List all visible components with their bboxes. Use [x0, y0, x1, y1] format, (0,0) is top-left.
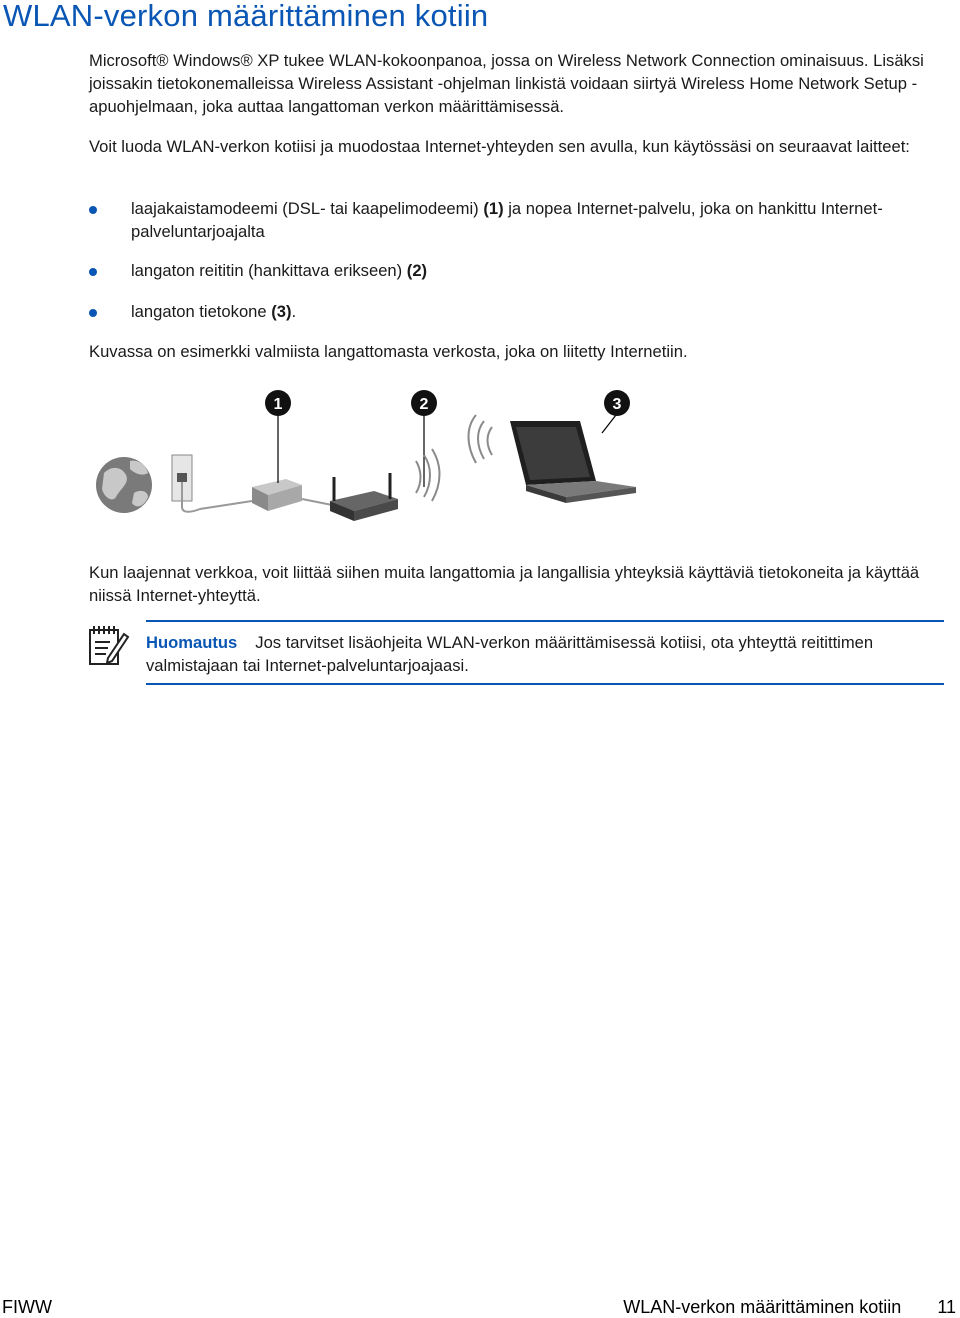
list-item [89, 197, 949, 259]
laptop-icon [510, 421, 636, 503]
router-icon [330, 473, 398, 521]
intro-paragraph: Microsoft® Windows® XP tukee WLAN-kokoonpanoa, jossa on Wireless Network Connection ominaisuus. Lisäksi joissakin tietokonemalleissa Wireless Assistant -ohjelman linkistä voidaan siirtyä Wireless Home Network Setup -apuohjelmaan, joka auttaa langattoman verkon määrittämisessä. [89, 51, 924, 116]
bullet-icon [89, 309, 97, 317]
network-figure [90, 385, 650, 535]
list-item-text: laajakaistamodeemi (DSL- tai kaapelimodeemi) [131, 199, 484, 218]
callout-2 [411, 390, 437, 416]
callout-number: 3 [612, 396, 622, 413]
note-callout [146, 631, 936, 677]
note-pencil-icon [86, 624, 130, 668]
callout-number: 1 [273, 396, 283, 413]
footer-right [623, 1297, 956, 1318]
modem-icon [252, 479, 302, 511]
globe-icon [96, 457, 152, 513]
page-title: WLAN-verkon määrittäminen kotiin [3, 0, 489, 33]
list-item-text: langaton reititin (hankittava erikseen) [131, 261, 407, 280]
list-item-text: langaton tietokone [131, 302, 272, 321]
callout-1 [265, 390, 291, 416]
callout-ref: (3) [271, 302, 292, 321]
bullet-icon [89, 268, 97, 276]
list-item-text: . [291, 302, 297, 321]
note-text: Jos tarvitset lisäohjeita WLAN-verkon määrittämisessä kotiisi, ota yhteyttä reitittimen valmistajaan tai Internet-palveluntarjoajaasi. [146, 633, 874, 675]
list-item [89, 259, 949, 300]
wireless-signal-icon [416, 449, 440, 501]
callout-ref: (2) [406, 261, 428, 280]
list-item-text: ja nopea Internet-palvelu, joka on hankittu Internet-palveluntarjoajalta [131, 199, 883, 241]
callout-3 [604, 390, 630, 416]
figure-caption: Kuvassa on esimerkki valmiista langattomasta verkosta, joka on liitetty Internetiin. [89, 342, 688, 361]
bullet-icon [89, 206, 97, 214]
footer-section-title: WLAN-verkon määrittäminen kotiin [623, 1297, 902, 1317]
expansion-paragraph: Kun laajennat verkkoa, voit liittää siihen muita langattomia ja langallisia yhteyksiä käyttäviä tietokoneita ja käyttää niissä Internet-yhteyttä. [89, 563, 920, 605]
wireless-signal-icon [469, 415, 493, 463]
callout-ref: (1) [483, 199, 504, 218]
list-item [89, 300, 949, 323]
callout-number: 2 [419, 396, 429, 413]
note-divider-top [146, 620, 944, 622]
lead-paragraph: Voit luoda WLAN-verkon kotiisi ja muodostaa Internet-yhteyden sen avulla, kun käytössäsi on seuraavat laitteet: [89, 137, 910, 156]
note-divider-bottom [146, 683, 944, 685]
footer-locale: FIWW [2, 1297, 52, 1317]
page-number: 11 [937, 1297, 956, 1317]
note-label: Huomautus [146, 633, 238, 652]
device-list [89, 197, 949, 323]
